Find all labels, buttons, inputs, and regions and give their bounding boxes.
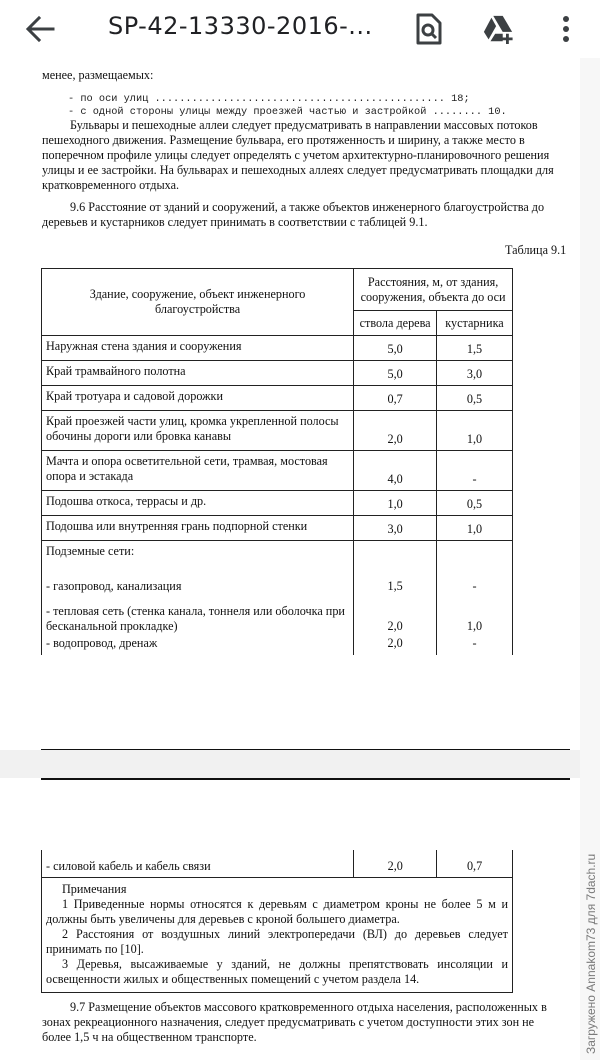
document-page [0, 58, 580, 750]
table-row: Край тротуара и садовой дорожки 0,7 0,5 [42, 386, 513, 411]
table-header: ствола дерева [354, 311, 437, 336]
note-item: 1 Приведенные нормы относятся к деревьям с диаметром кроны не более 5 м и должны быть увеличены для деревьев с кроной большего диаметра. [46, 896, 508, 926]
arrow-left-icon[interactable] [24, 14, 56, 44]
paragraph: 9.7 Размещение объектов массового кратковременного отдыха населения, расположенных в зонах рекреационного назначения, следует предусматривать с учетом доступности этих зон не более 1,5 ч на общественном транспорте. [42, 1000, 547, 1044]
document-page [0, 778, 580, 1060]
note-item: 3 Деревья, высаживаемые у зданий, не должны препятствовать инсоляции и освещенности жилых и общественных помещений с учетом раздела 14. [46, 956, 508, 986]
note-item: 2 Расстояния от воздушных линий электропередачи (ВЛ) до деревьев следует принимать по [10]. [46, 926, 508, 956]
table-row: Край проезжей части улиц, кромка укрепленной полосы обочины дороги или бровка канавы 2,0 1,0 [42, 411, 513, 451]
notes-row [42, 877, 513, 992]
table-row: Подошва или внутренняя грань подпорной стенки 3,0 1,0 [42, 516, 513, 541]
table-row: - силовой кабель и кабель связи 2,0 0,7 [42, 850, 513, 877]
more-vert-icon[interactable] [556, 12, 576, 46]
notes-title: Примечания [62, 881, 127, 896]
table-row: Подземные сети: - газопровод, канализация - тепловая сеть (стенка канала, тоннеля или оболочка при бесканальной прокладке) - водопровод, дренаж 1,5 2,0 2,0 - 1,0 - [42, 541, 513, 656]
text-fragment: менее, размещаемых: [42, 68, 154, 82]
paragraph: 9.6 Расстояние от зданий и сооружений, а также объектов инженерного благоустройства до деревьев и кустарников следует принимать в соответствии с таблицей 9.1. [42, 200, 545, 229]
app-bar [0, 0, 600, 58]
table-row: Наружная стена здания и сооружения 5,0 1,5 [42, 336, 513, 361]
table-row: Край трамвайного полотна 5,0 3,0 [42, 361, 513, 386]
table-header: кустарника [437, 311, 513, 336]
table-row: Мачта и опора осветительной сети, трамвая, мостовая опора и эстакада 4,0 - [42, 451, 513, 491]
list-item: - по оси улиц ............................................... 18; [68, 93, 470, 105]
page-rule [41, 778, 570, 780]
find-in-page-icon[interactable] [412, 12, 444, 46]
watermark [580, 760, 600, 1060]
table-caption: Таблица 9.1 [505, 243, 567, 257]
table-row: Подошва откоса, террасы и др. 1,0 0,5 [42, 491, 513, 516]
table-header: Здание, сооружение, объект инженерного благоустройства [42, 269, 354, 336]
paragraph: Бульвары и пешеходные аллеи следует предусматривать в направлении массовых потоков пешеходного движения. Размещение бульвара, его протяженность и ширину, а также место в поперечном профиле улицы следует определять с учетом архитектурно-планировочного решения улицы и ее застройки. На бульварах и пешеходных аллеях следует предусматривать площадки для кратковременного отдыха. [42, 118, 554, 192]
svg-text:Загружено Annakom73 для 7dach.: Загружено Annakom73 для 7dach.ru [584, 853, 598, 1054]
list-item: - с одной стороны улицы между проезжей частью и застройкой ........ 10. [68, 106, 507, 118]
page-gap [0, 750, 580, 778]
document-title: SP-42-13330-2016-... [108, 12, 373, 40]
table-header: Расстояния, м, от здания, сооружения, объекта до оси [354, 269, 513, 311]
table-9-1 [41, 268, 513, 655]
table-9-1-continued [41, 850, 513, 993]
add-to-drive-icon[interactable] [482, 12, 514, 46]
